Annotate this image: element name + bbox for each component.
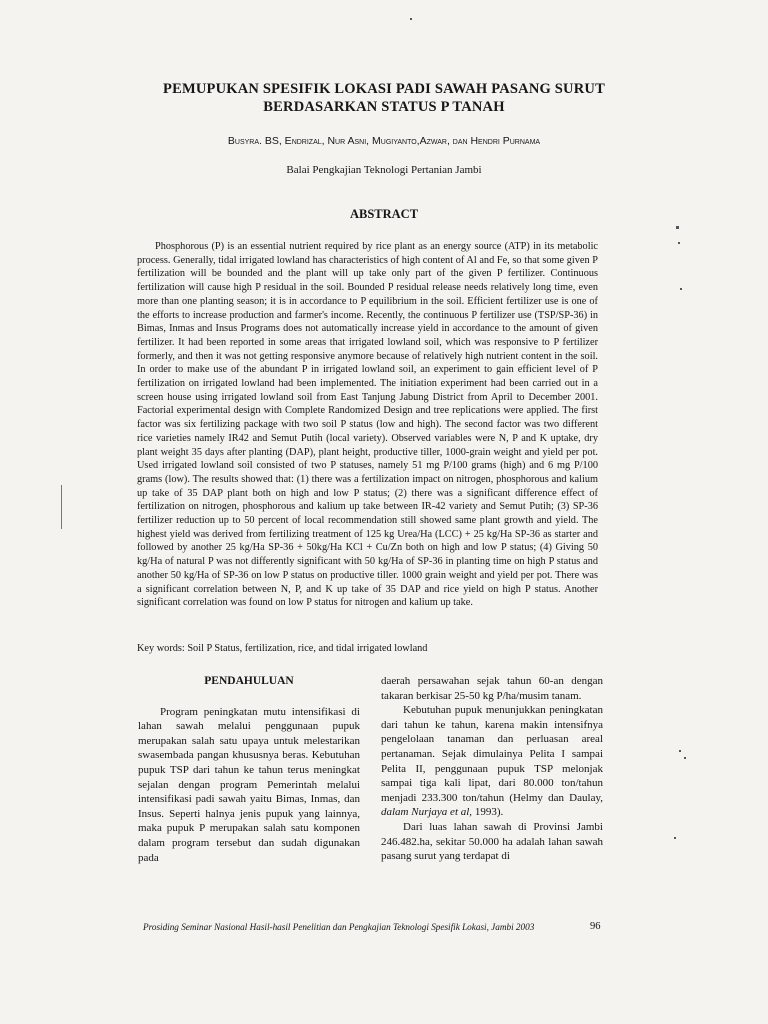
left-column [138, 674, 360, 865]
scan-speck [410, 18, 412, 20]
right-paragraph-2 [381, 703, 603, 820]
page-number: 96 [590, 921, 601, 932]
keywords-line: Key words: Soil P Status, fertilization, rice, and tidal irrigated lowland [137, 643, 428, 654]
right-paragraph-2-text: Kebutuhan pupuk menunjukkan peningkatan dari tahun ke tahun, karena makin intensifnya pengelolaan tanaman dan perluasan areal pertanaman. Sejak dimulainya Pelita I sampai Pelita II, penggunaan pupuk TSP melonjak sampai tiga kali lipat, dari 80.000 ton/tahun menjadi 233.300 ton/tahun (Helmy dan Daulay, [381, 704, 603, 804]
paper-title [120, 80, 648, 116]
scan-speck [674, 837, 676, 839]
intro-paragraph: Program peningkatan mutu intensifikasi di lahan sawah melalui penggunaan pupuk merupakan salah satu upaya untuk melestarikan swasembada pangan khususnya beras. Kebutuhan pupuk TSP dari tahun ke tahun terus meningkat sejalan dengan program Pemerintah melalui intensifikasi padi sawah yaitu Bimas, Inmas, dan Insus. Seperti halnya jenis pupuk yang lainnya, maka pupuk P merupakan salah satu komponen dalam program tersebut dan sudah digunakan pada [138, 705, 360, 864]
scan-speck [678, 242, 680, 244]
citation-italic: dalam Nurjaya et al, [381, 806, 473, 819]
scan-speck [679, 750, 681, 752]
right-paragraph-1: daerah persawahan sejak tahun 60-an dengan takaran berkisar 25-50 kg P/ha/musim tanam. [381, 675, 603, 702]
scan-speck [680, 288, 682, 290]
author-list: Busyra. BS, Endrizal, Nur Asni, Mugiyanto,Azwar, dan Hendri Purnama [227, 135, 541, 147]
right-paragraph-2-end: 1993). [472, 806, 504, 819]
right-paragraph-3: Dari luas lahan sawah di Provinsi Jambi 246.482.ha, sekitar 50.000 ha adalah lahan sawah pasang surut yang terdapat di [381, 820, 603, 863]
abstract-heading: ABSTRACT [349, 207, 419, 221]
scan-speck [676, 226, 679, 229]
title-line-1: PEMUPUKAN SPESIFIK LOKASI PADI SAWAH PASANG SURUT [163, 81, 605, 97]
scan-speck [684, 757, 686, 759]
title-line-2: BERDASARKAN STATUS P TANAH [263, 99, 505, 115]
scan-margin-mark [61, 485, 62, 529]
abstract-text: Phosphorous (P) is an essential nutrient required by rice plant as an energy source (ATP) in its metabolic process. Generally, tidal irrigated lowland has characteristics of high content of Al and Fe, so that some given P fertilization will be bounded and the plant will up take only part of the given P fertilizer. Continuous fertilization will cause high P residual in the soil. Bounded P residual release needs relatively long time, even more than one planting season; it is in accordance to P equilibrium in the soil. Efficient fertilizer use is one of the efforts to increase production and farmer's income. Recently, the continuous P fertilizer use (TSP/SP-36) in Bimas, Inmas and Insus Programs does not automatically increase yield in accordance to the amount of given fertilizer. It had been reported in some areas that irrigated lowland soil, which was responsive to P fertilizer formerly, and then it was not getting responsive anymore because of relatively high nutrient content in the soil. In order to make use of the abundant P in irrigated lowland soil, an experiment to gain efficient level of P fertilization on irrigated lowland had been implemented. The initiation experiment had been carried out in a screen house using irrigated lowland soil from East Tanjung Jabung District from April to December 2001. Factorial experimental design with Complete Randomized Design and tree replications were applied. The first factor was six fertilizing package with two soil P status (low and high). The second factor was two different rice varieties namely IR42 and Semut Putih (local variety). Observed variables were N, P and K uptake, dry plant weight 35 days after planting (DAP), plant height, productive tiller, 1000-grain weight and yield per pot. Used irrigated lowland soil consisted of two P statuses, namely 51 mg P/100 grams (high) and 6 mg P/100 grams (low). The results showed that: (1) there was a fertilization impact on nitrogen, phosphorous and kalium up take of 35 DAP plant both on high and low P status; (2) there was a significant difference effect of fertilization on nitrogen, phosphorous and kalium up take between IR-42 variety and Semut Putih; (3) SP-36 fertilizer reduction up to 50 percent of local recommendation still showed same plant growth and yield. The highest yield was derived from fertilizing treatment of 125 kg Urea/Ha (LCC) + 25 kg/Ha SP-36 as starter and followed by another 25 kg/Ha SP-36 + 50kg/Ha KCl + Cu/Zn both on high and low P status; (4) Giving 50 kg/Ha of natural P was not differently significant with 50 kg/Ha of SP-36 in planting time on high P status and another 50 kg/Ha of SP-36 on low P status on productive tiller. 1000 grain weight and yield per pot. There was a significant correlation between N, P, and K up take of 35 DAP and rice yield on high P status. Another significant correlation was found on low P status for nitrogen and kalium up take. [137, 241, 598, 609]
right-column [381, 674, 603, 864]
affiliation: Balai Pengkajian Teknologi Pertanian Jambi [286, 164, 482, 176]
section-heading: PENDAHULUAN [204, 675, 294, 687]
footer-citation: Prosiding Seminar Nasional Hasil-hasil Penelitian dan Pengkajian Teknologi Spesifik Lokasi, Jambi 2003 [143, 922, 535, 932]
